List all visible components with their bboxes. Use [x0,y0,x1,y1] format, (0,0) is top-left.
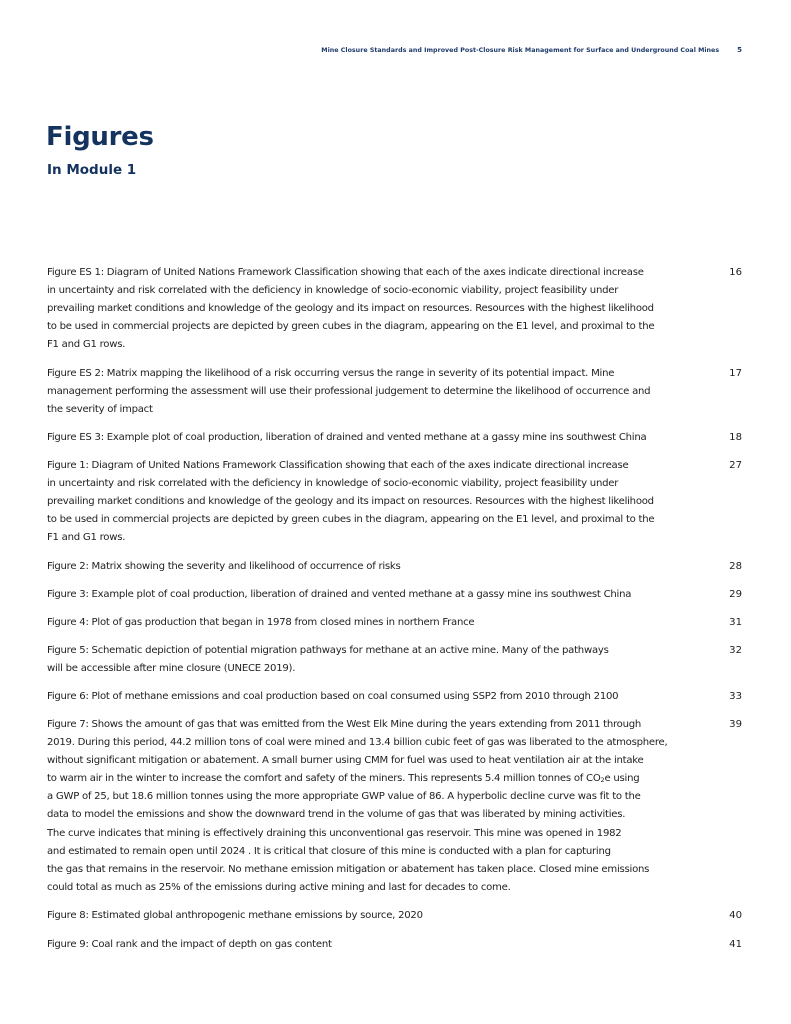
figure-entry-text [47,716,697,897]
figure-entry-1[interactable] [47,457,743,547]
figure-entry-text: Figure 6: Plot of methane emissions and coal production based on coal consumed using SSP2 from 2010 through 2100 [47,691,619,702]
figure-entry-page: 29 [729,589,742,600]
figure-entry-text: Figure 5: Schematic depiction of potential migration pathways for methane at an active mine. Many of the pathways will be accessible after mine closure (UNECE 2019). [47,645,609,675]
figure-entry-page: 31 [729,617,742,628]
figure-entry-page: 33 [729,691,742,702]
figure-entry-text: Figure 1: Diagram of United Nations Framework Classification showing that each of the axes indicate directional increase in uncertainty and risk correlated with the deficiency in knowledge of socio-economic viability, project feasibility under prevailing market conditions and knowledge of the geology and its impact on resources. Resources with the highest likelihood to be used in commercial projects are depicted by green cubes in the diagram, appearing on the E1 level, and proximal to the F1 and G1 rows. [47,460,655,544]
figure-entry-page: 16 [729,267,742,278]
figure-entry-4[interactable] [47,614,743,632]
figure-entry-text: Figure 4: Plot of gas production that began in 1978 from closed mines in northern France [47,617,475,628]
figure-entry-text: Figure 2: Matrix showing the severity and likelihood of occurrence of risks [47,561,401,572]
figure-entry-page: 39 [729,719,742,730]
figure-entry-text: Figure ES 2: Matrix mapping the likelihood of a risk occurring versus the range in severity of its potential impact. Mine management performing the assessment will use their professional judgement to determine the likelihood of occurrence and the severity of impact [47,368,651,416]
page-subtitle: In Module 1 [47,162,137,178]
figure-7-text-before: Figure 7: Shows the amount of gas that was emitted from the West Elk Mine during the years extending from 2011 through 2019. During this period, 44.2 million tons of coal were mined and 13.4 billion cubic feet of gas was liberated to the atmosphere, without significant mitigation or abatement. A small burner using CMM for fuel was used to heat ventilation air at the intake to warm air in the winter to increase the comfort and safety of the miners. This represents 5.4 million tonnes of CO [47,719,668,785]
figure-entry-9[interactable] [47,936,743,954]
co2-subscript: 2 [600,776,605,785]
figure-entry-text: Figure 3: Example plot of coal production, liberation of drained and vented methane at a gassy mine ins southwest China [47,589,632,600]
figure-entry-5[interactable] [47,642,743,678]
page-title: Figures [46,122,154,152]
figure-entry-7[interactable] [47,716,743,897]
figure-entry-es1[interactable] [47,264,743,354]
running-header [321,46,742,54]
figure-entry-text: Figure ES 3: Example plot of coal production, liberation of drained and vented methane at a gassy mine ins southwest China [47,432,647,443]
figure-entry-page: 41 [729,939,742,950]
figure-entry-2[interactable] [47,558,743,576]
figure-entry-page: 27 [729,460,742,471]
figure-7-text-after: e using a GWP of 25, but 18.6 million tonnes using the more appropriate GWP value of 86. A hyperbolic decline curve was fit to the data to model the emissions and show the downward trend in the volume of gas that was liberated by mining activities. The curve indicates that mining is effectively draining this unconventional gas reservoir. This mine was opened in 1982 and estimated to remain open until 2024 . It is critical that closure of this mine is conducted with a plan for capturing the gas that remains in the reservoir. No methane emission mitigation or abatement has taken place. Closed mine emissions could total as much as 25% of the emissions during active mining and last for decades to come. [47,773,650,893]
figure-entry-text: Figure 8: Estimated global anthropogenic methane emissions by source, 2020 [47,910,423,921]
figure-entry-3[interactable] [47,586,743,604]
figure-entry-8[interactable] [47,907,743,925]
figure-entry-page: 28 [729,561,742,572]
figure-entry-page: 32 [729,645,742,656]
figure-entry-page: 17 [729,368,742,379]
figure-entry-6[interactable] [47,688,743,706]
figure-entry-page: 40 [729,910,742,921]
figure-entry-text: Figure 9: Coal rank and the impact of depth on gas content [47,939,332,950]
figure-entry-es2[interactable] [47,365,743,419]
page-number: 5 [737,46,742,54]
figure-entry-es3[interactable] [47,429,743,447]
figure-entry-text: Figure ES 1: Diagram of United Nations Framework Classification showing that each of the axes indicate directional increase in uncertainty and risk correlated with the deficiency in knowledge of socio-economic viability, project feasibility under prevailing market conditions and knowledge of the geology and its impact on resources. Resources with the highest likelihood to be used in commercial projects are depicted by green cubes in the diagram, appearing on the E1 level, and proximal to the F1 and G1 rows. [47,267,655,351]
figure-entry-page: 18 [729,432,742,443]
running-header-title: Mine Closure Standards and Improved Post-Closure Risk Management for Surface and Underground Coal Mines [321,47,720,54]
